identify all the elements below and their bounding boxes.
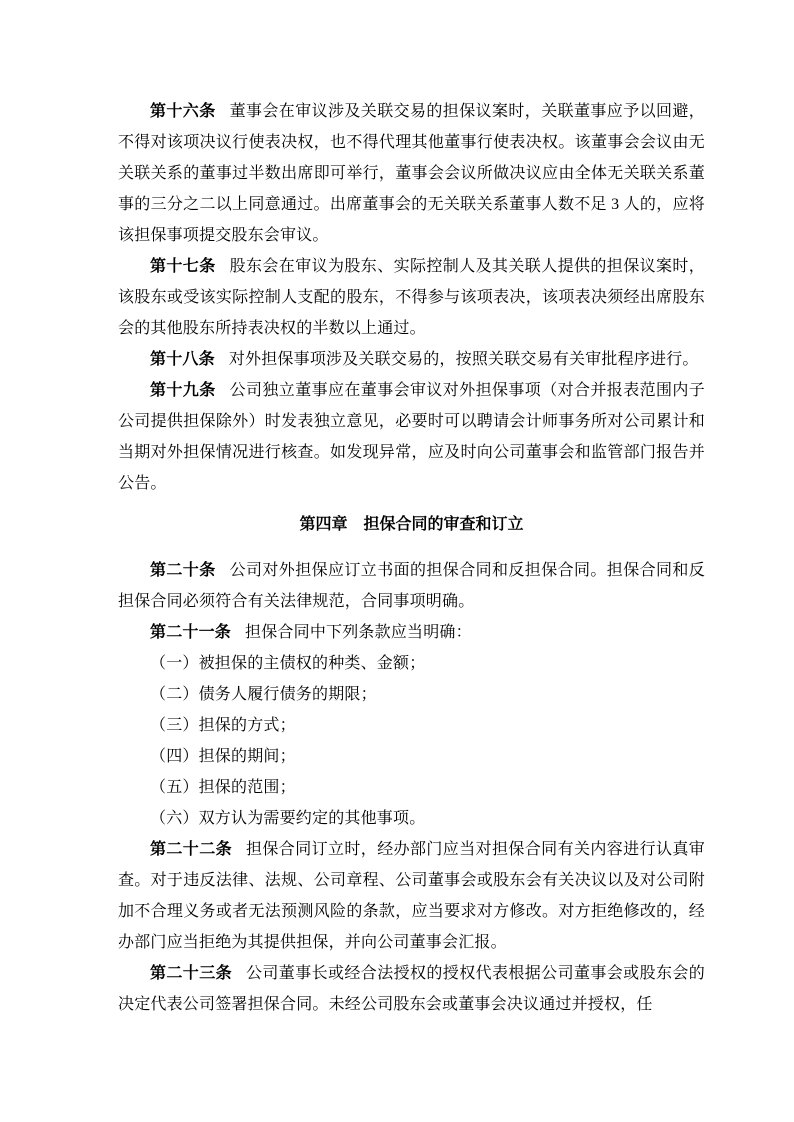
chapter-4-number: 第四章 [299, 516, 348, 533]
article-19-text: 公司独立董事应在董事会审议对外担保事项（对合并报表范围内子公司提供担保除外）时发表独立意见，必要时可以聘请会计师事务所对公司累计和当期对外担保情况进行核查。如发现异常，应及时向公司董事会和监管部门报告并公告。 [118, 382, 705, 492]
article-20-paragraph [118, 555, 705, 617]
clause-item-1: （一）被担保的主债权的种类、金额； [150, 655, 426, 672]
clause-item-4: （四）担保的期间； [150, 748, 296, 765]
clause-item-3: （三）担保的方式； [150, 717, 296, 734]
article-16-text: 董事会在审议涉及关联交易的担保议案时，关联董事应予以回避，不得对该项决议行使表决权，也不得代理其他董事行使表决权。该董事会会议由无关联关系的董事过半数出席即可举行，董事会会议所做决议应由全体无关联关系董事的三分之二以上同意通过。出席董事会的无关联关系董事人数不足 3 人的，应将该担保事项提交股东会审议。 [118, 103, 705, 244]
article-17-number: 第十七条 [150, 258, 216, 275]
article-22-text: 担保合同订立时，经办部门应当对担保合同有关内容进行认真审查。对于违反法律、法规、公司章程、公司董事会或股东会有关决议以及对公司附加不合理义务或者无法预测风险的条款，应当要求对方修改。对方拒绝修改的，经办部门应当拒绝为其提供担保，并向公司董事会汇报。 [118, 841, 705, 951]
clause-item-6: （六）双方认为需要约定的其他事项。 [150, 810, 426, 827]
chapter-4-title: 担保合同的审查和订立 [363, 516, 524, 533]
article-18-number: 第十八条 [150, 351, 215, 368]
article-19-number: 第十九条 [150, 382, 216, 399]
article-17-paragraph [118, 251, 705, 344]
article-20-number: 第二十条 [150, 562, 216, 579]
article-22-paragraph [118, 834, 705, 958]
article-21-paragraph [118, 617, 705, 648]
article-21-number: 第二十一条 [150, 624, 232, 641]
chapter-4-heading [118, 509, 705, 540]
article-22-number: 第二十二条 [150, 841, 232, 858]
article-18-text: 对外担保事项涉及关联交易的，按照关联交易有关审批程序进行。 [228, 351, 699, 368]
article-21-text: 担保合同中下列条款应当明确： [245, 624, 472, 641]
article-16-number: 第十六条 [150, 103, 216, 120]
article-23-paragraph [118, 958, 705, 1020]
clause-item-2: （二）债务人履行债务的期限； [150, 686, 377, 703]
clause-item-5: （五）担保的范围； [150, 779, 296, 796]
article-23-number: 第二十三条 [150, 965, 232, 982]
article-20-text: 公司对外担保应订立书面的担保合同和反担保合同。担保合同和反担保合同必须符合有关法律规范，合同事项明确。 [118, 562, 705, 610]
article-17-text: 股东会在审议为股东、实际控制人及其关联人提供的担保议案时，该股东或受该实际控制人支配的股东，不得参与该项表决，该项表决须经出席股东会的其他股东所持表决权的半数以上通过。 [118, 258, 705, 337]
article-19-paragraph [118, 375, 705, 499]
article-16-paragraph [118, 96, 705, 251]
article-23-text: 公司董事长或经合法授权的授权代表根据公司董事会或股东会的决定代表公司签署担保合同。未经公司股东会或董事会决议通过并授权，任 [118, 965, 705, 1013]
article-18-paragraph [118, 344, 705, 375]
